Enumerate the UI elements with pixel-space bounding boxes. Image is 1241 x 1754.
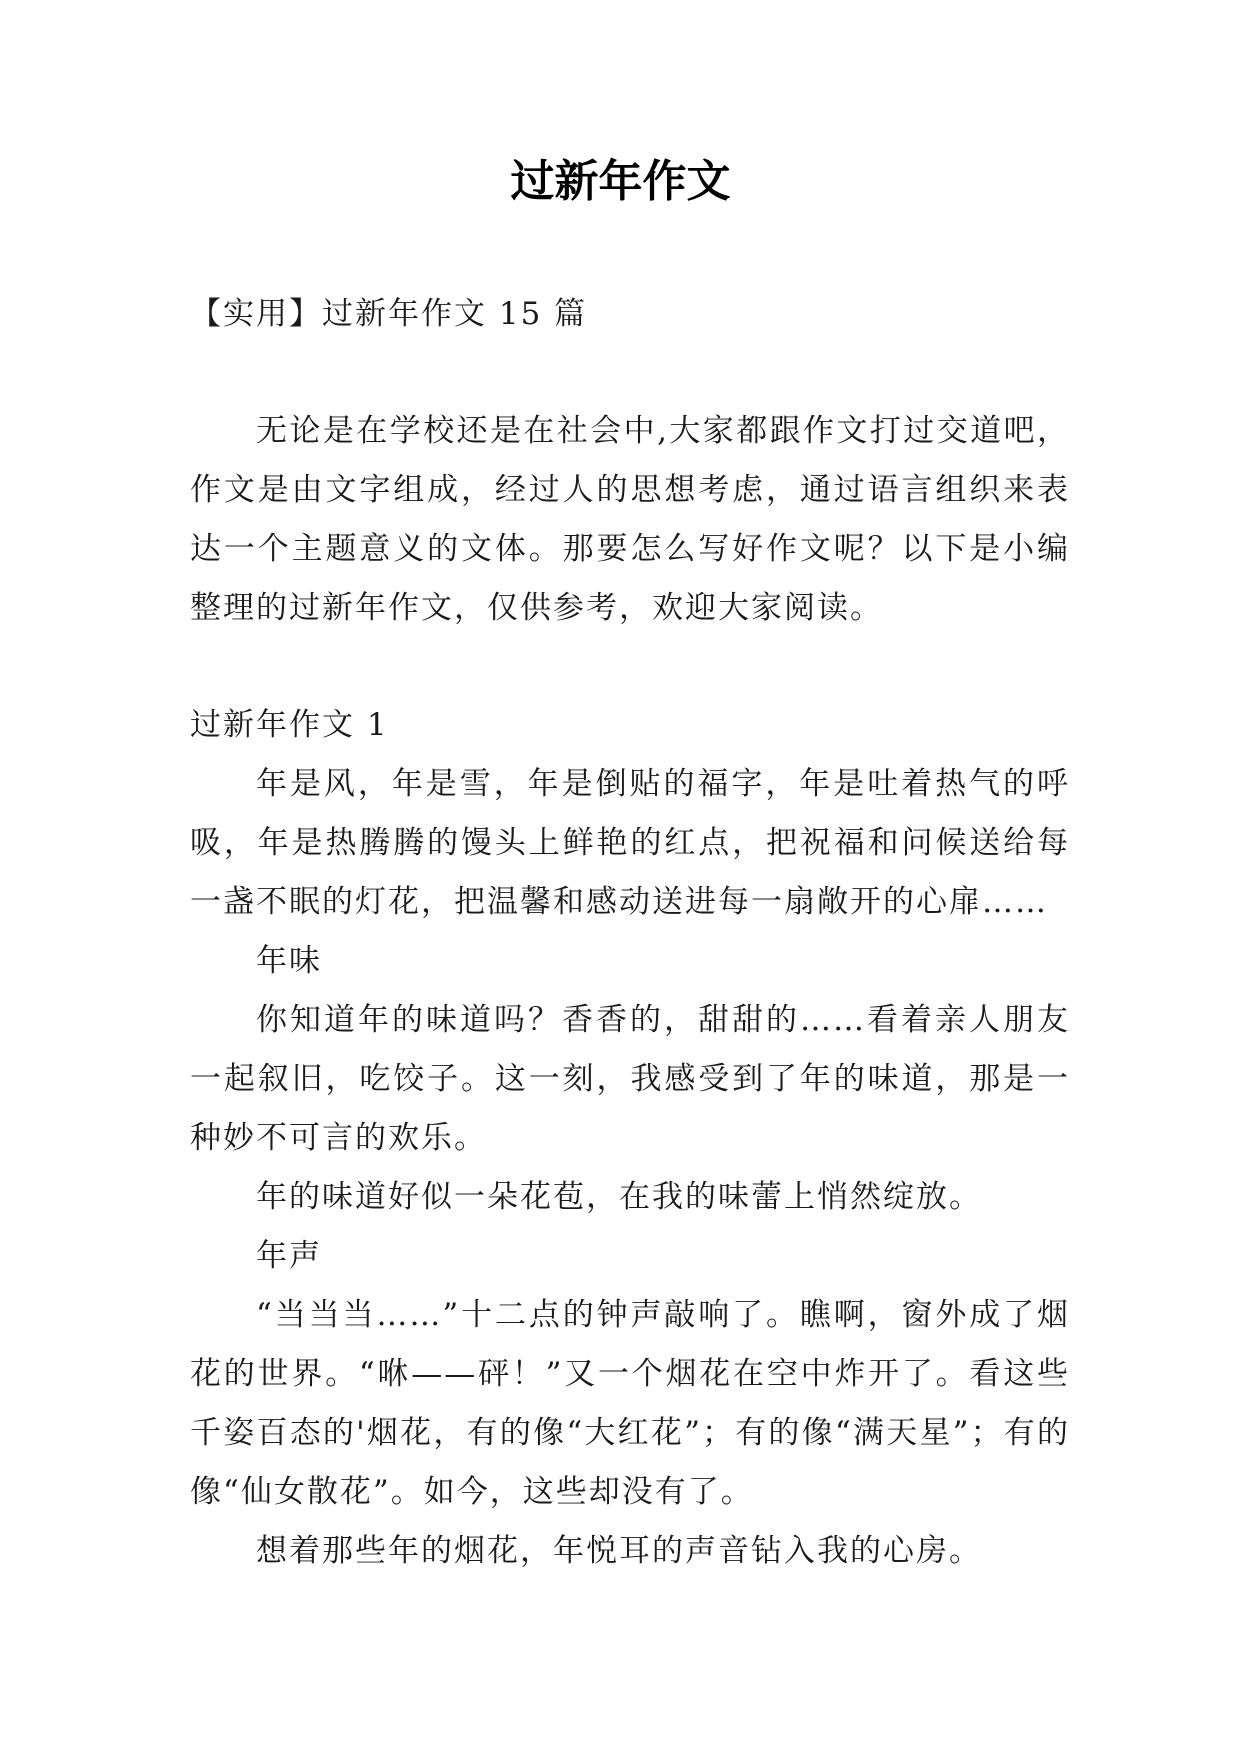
document-title: 过新年作文 [510,156,731,207]
document-subtitle: 【实用】过新年作文 15 篇 [190,296,588,332]
body-paragraph-1: 年是风，年是雪，年是倒贴的福字，年是吐着热气的呼吸，年是热腾腾的馒头上鲜艳的红点，把祝福和问候送给每一盏不眠的灯花，把温馨和感动送进每一扇敞开的心扉…… [190,766,1070,920]
intro-paragraph: 无论是在学校还是在社会中,大家都跟作文打过交道吧，作文是由文字组成，经过人的思想考虑，通过语言组织来表达一个主题意义的文体。那要怎么写好作文呢？以下是小编整理的过新年作文，仅供参考，欢迎大家阅读。 [190,413,1070,626]
subheading-niansheng: 年声 [256,1238,322,1274]
body-paragraph-3: 年的味道好似一朵花苞，在我的味蕾上悄然绽放。 [256,1179,982,1215]
body-paragraph-2: 你知道年的味道吗？香香的，甜甜的……看着亲人朋友一起叙旧，吃饺子。这一刻，我感受到了年的味道，那是一种妙不可言的欢乐。 [190,1002,1070,1156]
section-heading: 过新年作文 1 [190,707,389,743]
subheading-nianwei: 年味 [256,943,322,979]
body-paragraph-5: 想着那些年的烟花，年悦耳的声音钻入我的心房。 [256,1533,982,1569]
body-paragraph-4: “当当当……”十二点的钟声敲响了。瞧啊，窗外成了烟花的世界。“咻——砰！”又一个烟花在空中炸开了。看这些千姿百态的'烟花，有的像“大红花”；有的像“满天星”；有的像“仙女散花”。如今，这些却没有了。 [190,1297,1070,1510]
spacer [190,638,1070,696]
document-body [190,402,1070,1581]
